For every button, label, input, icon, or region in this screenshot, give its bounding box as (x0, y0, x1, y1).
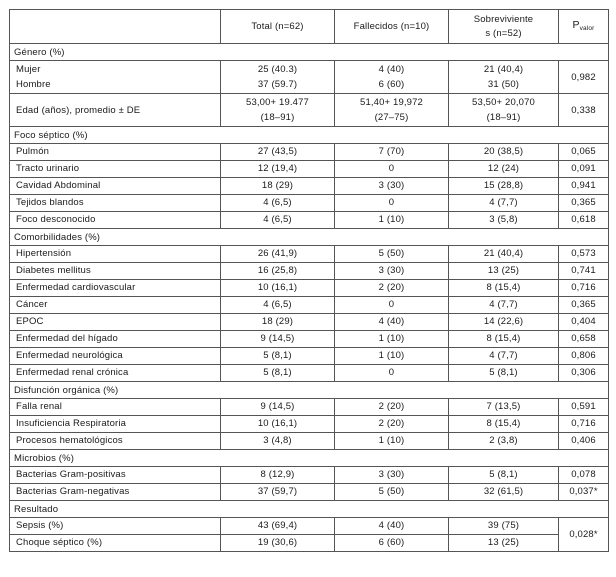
row-label: Insuficiencia Respiratoria (10, 416, 221, 433)
table-row (10, 195, 609, 212)
cell-total: 19 (30,6) (221, 535, 335, 552)
cell-fallecidos: 2 (20) (335, 416, 449, 433)
table-row (10, 535, 609, 552)
cell-total: 9 (14,5) (221, 331, 335, 348)
cell-sobrevivientes: 32 (61,5) (449, 484, 559, 501)
cell-fallecidos: 3 (30) (335, 467, 449, 484)
cell-total: 12 (19,4) (221, 161, 335, 178)
cell-total: 27 (43,5) (221, 144, 335, 161)
section-header-disfuncion (10, 382, 609, 399)
table-row (10, 178, 609, 195)
section-header-foco (10, 127, 609, 144)
value: (18–91) (486, 112, 521, 123)
value: 6 (60) (378, 79, 405, 90)
cell-total: 18 (29) (221, 314, 335, 331)
row-label: Choque séptico (%) (10, 535, 221, 552)
col-header-sobrevivientes-line1: Sobreviviente (473, 13, 534, 25)
pvalor-main: P (572, 18, 580, 31)
table-row (10, 280, 609, 297)
row-label: Enfermedad del hígado (10, 331, 221, 348)
table-row (10, 399, 609, 416)
cell-sobrevivientes: 14 (22,6) (449, 314, 559, 331)
cell-total: 5 (8,1) (221, 348, 335, 365)
value: (18–91) (260, 112, 295, 123)
cell-fallecidos: 4 (40) (335, 518, 449, 535)
column-header-row (10, 10, 609, 44)
table-row (10, 433, 609, 450)
cell-sobrevivientes (449, 61, 559, 94)
col-header-total: Total (n=62) (221, 10, 335, 44)
table-row (10, 161, 609, 178)
cell-total (221, 61, 335, 94)
cell-total: 10 (16,1) (221, 280, 335, 297)
value: (27–75) (374, 112, 409, 123)
cell-pvalor: 0,741 (559, 263, 609, 280)
cell-pvalor: 0,406 (559, 433, 609, 450)
section-header-microbios (10, 450, 609, 467)
cell-fallecidos: 2 (20) (335, 280, 449, 297)
cell-pvalor: 0,078 (559, 467, 609, 484)
section-header-comorbilidades (10, 229, 609, 246)
cell-sobrevivientes: 13 (25) (449, 263, 559, 280)
table-row (10, 348, 609, 365)
cell-total: 3 (4,8) (221, 433, 335, 450)
row-label: Cavidad Abdominal (10, 178, 221, 195)
table-row (10, 61, 609, 94)
row-label: Hipertensión (10, 246, 221, 263)
pvalor-sub: valor (579, 24, 595, 32)
cell-total: 9 (14,5) (221, 399, 335, 416)
row-label: Pulmón (10, 144, 221, 161)
cell-sobrevivientes: 4 (7,7) (449, 348, 559, 365)
cell-sobrevivientes: 3 (5,8) (449, 212, 559, 229)
section-title: Microbios (%) (10, 450, 609, 467)
cell-pvalor: 0,591 (559, 399, 609, 416)
cell-sobrevivientes: 13 (25) (449, 535, 559, 552)
table-row (10, 518, 609, 535)
table-row (10, 246, 609, 263)
cell-sobrevivientes (449, 94, 559, 127)
cell-fallecidos: 1 (10) (335, 212, 449, 229)
row-label: Diabetes mellitus (10, 263, 221, 280)
cell-pvalor: 0,404 (559, 314, 609, 331)
cell-fallecidos: 6 (60) (335, 535, 449, 552)
cell-sobrevivientes: 5 (8,1) (449, 467, 559, 484)
cell-pvalor: 0,716 (559, 280, 609, 297)
cell-sobrevivientes: 8 (15,4) (449, 416, 559, 433)
row-label-hombre: Hombre (16, 79, 51, 90)
table-row (10, 365, 609, 382)
cell-pvalor: 0,306 (559, 365, 609, 382)
cell-pvalor: 0,982 (559, 61, 609, 94)
cell-pvalor: 0,618 (559, 212, 609, 229)
table-row (10, 314, 609, 331)
row-label: Tracto urinario (10, 161, 221, 178)
value: 31 (50) (487, 79, 520, 90)
col-header-sobrevivientes (449, 10, 559, 44)
cell-sobrevivientes: 5 (8,1) (449, 365, 559, 382)
cell-pvalor: 0,028* (559, 518, 609, 552)
row-label: Enfermedad renal crónica (10, 365, 221, 382)
cell-sobrevivientes: 39 (75) (449, 518, 559, 535)
corner-cell (10, 10, 221, 44)
section-title: Comorbilidades (%) (10, 229, 609, 246)
row-label: Enfermedad cardiovascular (10, 280, 221, 297)
cell-total: 4 (6,5) (221, 212, 335, 229)
section-header-resultado (10, 501, 609, 518)
row-label: Sepsis (%) (10, 518, 221, 535)
cell-sobrevivientes: 15 (28,8) (449, 178, 559, 195)
cell-sobrevivientes: 12 (24) (449, 161, 559, 178)
row-label (10, 61, 221, 94)
cell-total: 4 (6,5) (221, 297, 335, 314)
cell-pvalor: 0,941 (559, 178, 609, 195)
cell-total: 26 (41,9) (221, 246, 335, 263)
cell-sobrevivientes: 8 (15,4) (449, 331, 559, 348)
cell-sobrevivientes: 20 (38,5) (449, 144, 559, 161)
row-label: EPOC (10, 314, 221, 331)
cell-pvalor: 0,573 (559, 246, 609, 263)
row-label: Tejidos blandos (10, 195, 221, 212)
cell-total: 37 (59,7) (221, 484, 335, 501)
cell-fallecidos: 1 (10) (335, 331, 449, 348)
row-label: Foco desconocido (10, 212, 221, 229)
cell-fallecidos: 0 (335, 161, 449, 178)
value: 53,00+ 19.477 (246, 97, 309, 108)
cell-fallecidos: 3 (30) (335, 178, 449, 195)
cell-sobrevivientes: 8 (15,4) (449, 280, 559, 297)
value: 21 (40,4) (483, 64, 524, 75)
value: 37 (59.7) (257, 79, 298, 90)
cell-fallecidos: 5 (50) (335, 484, 449, 501)
col-header-fallecidos: Fallecidos (n=10) (335, 10, 449, 44)
value: 25 (40.3) (257, 64, 298, 75)
cell-total: 18 (29) (221, 178, 335, 195)
cell-pvalor: 0,338 (559, 94, 609, 127)
row-label: Cáncer (10, 297, 221, 314)
cell-fallecidos: 0 (335, 365, 449, 382)
cell-total: 8 (12,9) (221, 467, 335, 484)
cell-sobrevivientes: 4 (7,7) (449, 195, 559, 212)
cell-sobrevivientes: 4 (7,7) (449, 297, 559, 314)
cell-fallecidos: 4 (40) (335, 314, 449, 331)
cell-pvalor: 0,037* (559, 484, 609, 501)
cell-pvalor: 0,658 (559, 331, 609, 348)
row-label: Bacterias Gram-positivas (10, 467, 221, 484)
cell-sobrevivientes: 7 (13,5) (449, 399, 559, 416)
col-header-pvalor (559, 10, 609, 44)
cell-fallecidos: 3 (30) (335, 263, 449, 280)
value: 51,40+ 19,972 (360, 97, 423, 108)
table-row (10, 297, 609, 314)
row-label-mujer: Mujer (16, 64, 41, 75)
section-title: Foco séptico (%) (10, 127, 609, 144)
cell-sobrevivientes: 21 (40,4) (449, 246, 559, 263)
cell-fallecidos (335, 94, 449, 127)
cell-fallecidos: 0 (335, 297, 449, 314)
cell-total (221, 94, 335, 127)
row-label: Edad (años), promedio ± DE (10, 94, 221, 127)
table-row (10, 263, 609, 280)
cell-total: 4 (6,5) (221, 195, 335, 212)
value: 4 (40) (378, 64, 405, 75)
cell-fallecidos: 1 (10) (335, 348, 449, 365)
cell-total: 43 (69,4) (221, 518, 335, 535)
value: 53,50+ 20,070 (472, 97, 535, 108)
cell-total: 10 (16,1) (221, 416, 335, 433)
row-label: Enfermedad neurológica (10, 348, 221, 365)
cell-pvalor: 0,365 (559, 297, 609, 314)
table-row (10, 331, 609, 348)
cell-pvalor: 0,806 (559, 348, 609, 365)
table-row-edad (10, 94, 609, 127)
table-row (10, 484, 609, 501)
table-row (10, 467, 609, 484)
section-title: Resultado (10, 501, 609, 518)
table-row (10, 416, 609, 433)
cell-pvalor: 0,365 (559, 195, 609, 212)
cell-fallecidos: 0 (335, 195, 449, 212)
table-row (10, 144, 609, 161)
cell-fallecidos (335, 61, 449, 94)
cell-sobrevivientes: 2 (3,8) (449, 433, 559, 450)
cell-pvalor: 0,716 (559, 416, 609, 433)
cell-total: 16 (25,8) (221, 263, 335, 280)
cell-fallecidos: 2 (20) (335, 399, 449, 416)
row-label: Falla renal (10, 399, 221, 416)
row-label: Procesos hematológicos (10, 433, 221, 450)
section-title: Género (%) (10, 44, 609, 61)
cell-fallecidos: 7 (70) (335, 144, 449, 161)
cell-pvalor: 0,091 (559, 161, 609, 178)
cell-pvalor: 0,065 (559, 144, 609, 161)
row-label: Bacterias Gram-negativas (10, 484, 221, 501)
col-header-sobrevivientes-line2: s (n=52) (485, 27, 522, 39)
section-header-genero (10, 44, 609, 61)
cell-total: 5 (8,1) (221, 365, 335, 382)
section-title: Disfunción orgánica (%) (10, 382, 609, 399)
cell-fallecidos: 1 (10) (335, 433, 449, 450)
results-table (9, 9, 609, 552)
cell-fallecidos: 5 (50) (335, 246, 449, 263)
table-row (10, 212, 609, 229)
